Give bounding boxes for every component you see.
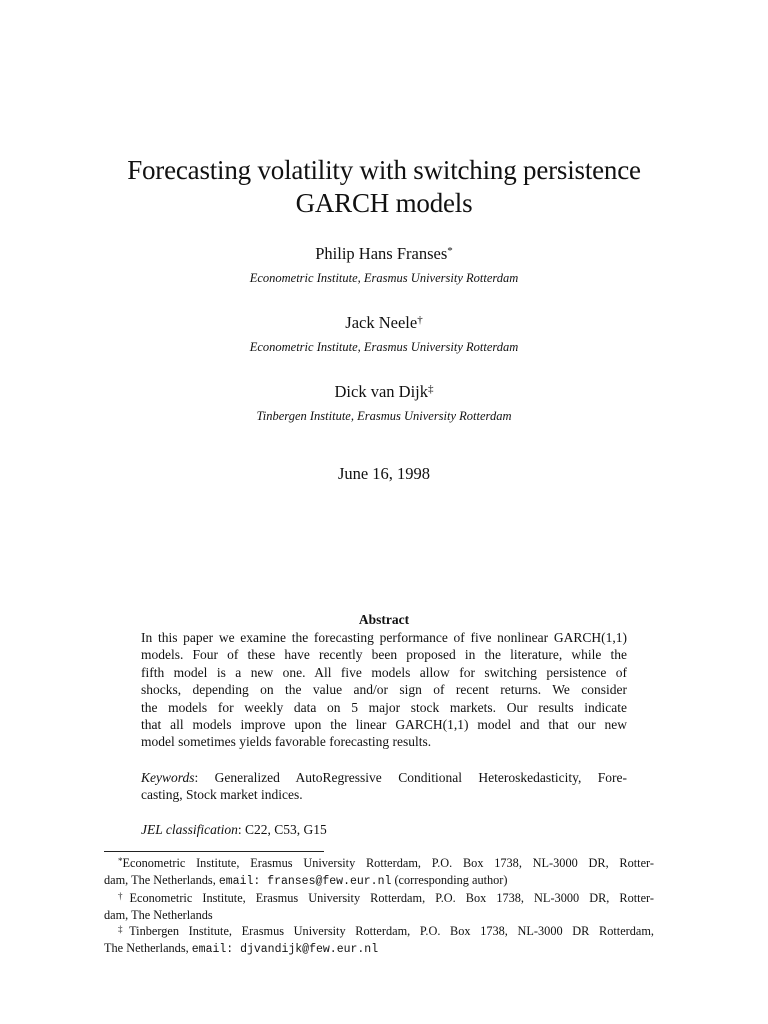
footnote-email: email: franses@few.eur.nl <box>218 874 392 888</box>
author-affiliation: Econometric Institute, Erasmus University Rotterdam <box>249 271 519 285</box>
abstract-line: shocks, depending on the value and/or sign of recent returns. We consider <box>141 682 627 698</box>
footnote-1-line-2 <box>104 872 654 891</box>
author-footnote-mark: † <box>417 314 423 326</box>
author-name <box>0 312 768 334</box>
author-block-2 <box>0 312 768 357</box>
abstract-line: model sometimes yields favorable forecasting results. <box>141 734 432 750</box>
footnote-mark: † <box>118 891 130 902</box>
paper-title-line-2: GARCH models <box>295 188 473 218</box>
footnote-mark: * <box>118 856 123 866</box>
footnote-rule <box>104 851 324 852</box>
author-block-3 <box>0 381 768 426</box>
footnote-3-line-2 <box>104 940 654 959</box>
keywords-label: Keywords <box>141 770 195 785</box>
publication-date: June 16, 1998 <box>337 464 431 483</box>
jel-label: JEL classification <box>141 822 238 837</box>
author-name-text: Philip Hans Franses <box>315 244 448 263</box>
footnote-text: Tinbergen Institute, Erasmus University Rotterdam, P.O. Box 1738, NL-3000 DR Rotterdam, <box>129 924 655 939</box>
footnote-text: The Netherlands, <box>104 940 192 955</box>
footnote-email: email: djvandijk@few.eur.nl <box>191 942 379 956</box>
author-name <box>0 381 768 403</box>
author-footnote-mark: * <box>447 245 453 257</box>
jel-classification <box>141 821 627 838</box>
abstract-line: models. Four of these have recently been proposed in the literature, while the <box>141 647 627 663</box>
author-block-1 <box>0 243 768 288</box>
keywords-section <box>141 769 627 804</box>
author-affiliation: Tinbergen Institute, Erasmus University Rotterdam <box>256 409 512 423</box>
author-affiliation: Econometric Institute, Erasmus University Rotterdam <box>249 340 519 354</box>
paper-title-line-1: Forecasting volatility with switching persistence <box>127 155 641 185</box>
footnote-mark: ‡ <box>118 924 130 935</box>
abstract-line: In this paper we examine the forecasting performance of five nonlinear GARCH(1,1) <box>141 630 627 645</box>
footnotes <box>104 855 654 959</box>
abstract-line: that all models improve upon the linear GARCH(1,1) model and that our new <box>141 717 627 733</box>
footnote-2-line-2: dam, The Netherlands <box>104 907 213 922</box>
author-footnote-mark: ‡ <box>427 383 434 395</box>
abstract-heading: Abstract <box>358 612 410 627</box>
abstract-body <box>141 629 627 751</box>
jel-codes: : C22, C53, G15 <box>237 822 327 837</box>
footnote-text: dam, The Netherlands, <box>104 872 219 887</box>
footnote-3-line-1 <box>104 923 654 940</box>
paper-title <box>0 154 768 220</box>
abstract-line: fifth model is a new one. All five models allow for switching persistence of <box>141 664 627 680</box>
footnote-1-line-1 <box>104 855 654 872</box>
author-name-text: Dick van Dijk <box>334 382 428 401</box>
author-name <box>0 243 768 265</box>
footnote-text: Econometric Institute, Erasmus University Rotterdam, P.O. Box 1738, NL-3000 DR, Rotter- <box>122 856 654 870</box>
keywords-text: : Generalized AutoRegressive Conditional Heteroskedasticity, Fore- <box>194 770 627 785</box>
abstract-line: the models for weekly data on 5 major stock markets. Our results indicate <box>141 699 627 715</box>
author-name-text: Jack Neele <box>345 313 418 332</box>
footnote-text: (corresponding author) <box>391 872 508 887</box>
keywords-line-1 <box>141 769 627 786</box>
footnote-2-line-1 <box>104 890 654 907</box>
keywords-line-2: casting, Stock market indices. <box>141 787 303 803</box>
footnote-text: Econometric Institute, Erasmus University Rotterdam, P.O. Box 1738, NL-3000 DR, Rotter- <box>129 891 654 906</box>
